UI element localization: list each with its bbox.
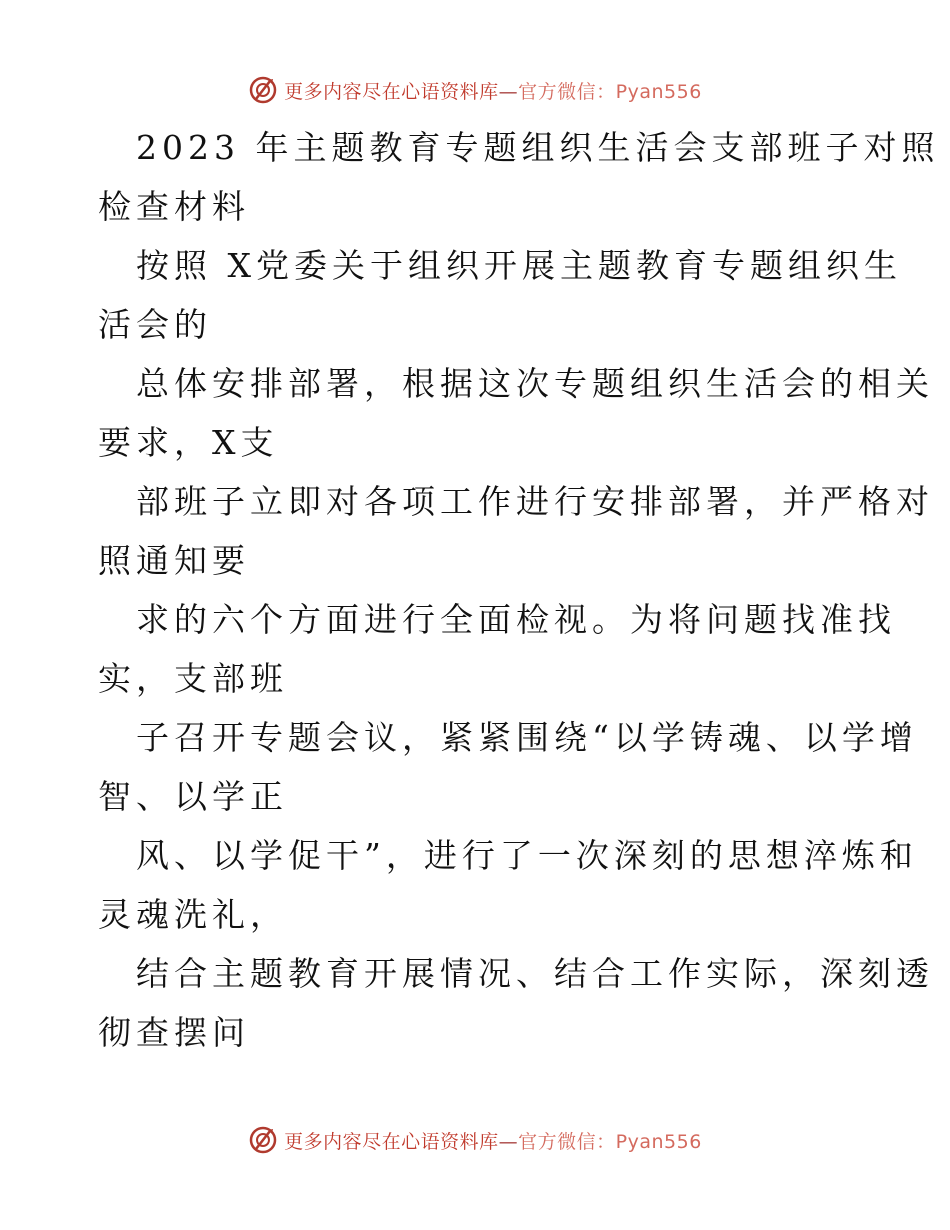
banner-separator: — xyxy=(498,80,519,103)
logo-icon xyxy=(248,1125,278,1155)
banner-wechat: 官方微信：Pyan556 xyxy=(518,1130,702,1153)
banner-title: 更多内容尽在心语资料库 xyxy=(284,1130,499,1153)
text-line: 照通知要 xyxy=(98,541,250,580)
logo-icon xyxy=(248,75,278,105)
text-line: 活会的 xyxy=(98,305,212,344)
banner-text xyxy=(284,1127,702,1154)
banner-title: 更多内容尽在心语资料库 xyxy=(284,80,499,103)
text-line: 子召开专题会议，紧紧围绕“以学铸魂、以学增 xyxy=(136,718,918,757)
document-body xyxy=(98,118,940,1062)
text-line: 彻查摆问 xyxy=(98,1013,250,1052)
text-line: 总体安排部署，根据这次专题组织生活会的相关 xyxy=(136,364,934,403)
text-line: 结合主题教育开展情况、结合工作实际，深刻透 xyxy=(136,954,934,993)
text-line: 风、以学促干”，进行了一次深刻的思想淬炼和 xyxy=(136,836,918,875)
text-line: 要求，X支 xyxy=(98,423,279,462)
text-line: 智、以学正 xyxy=(98,777,288,816)
footer-banner xyxy=(0,1120,950,1160)
text-line: 求的六个方面进行全面检视。为将问题找准找 xyxy=(136,600,896,639)
banner-text xyxy=(284,77,702,104)
text-line: 实，支部班 xyxy=(98,659,288,698)
text-line: 按照 X党委关于组织开展主题教育专题组织生 xyxy=(136,246,902,285)
banner-separator: — xyxy=(498,1130,519,1153)
text-line: 部班子立即对各项工作进行安排部署，并严格对 xyxy=(136,482,934,521)
text-line: 灵魂洗礼， xyxy=(98,895,288,934)
text-line: 2023 年主题教育专题组织生活会支部班子对照 xyxy=(136,128,940,167)
text-line: 检查材料 xyxy=(98,187,250,226)
banner-wechat: 官方微信：Pyan556 xyxy=(518,80,702,103)
header-banner xyxy=(0,70,950,110)
